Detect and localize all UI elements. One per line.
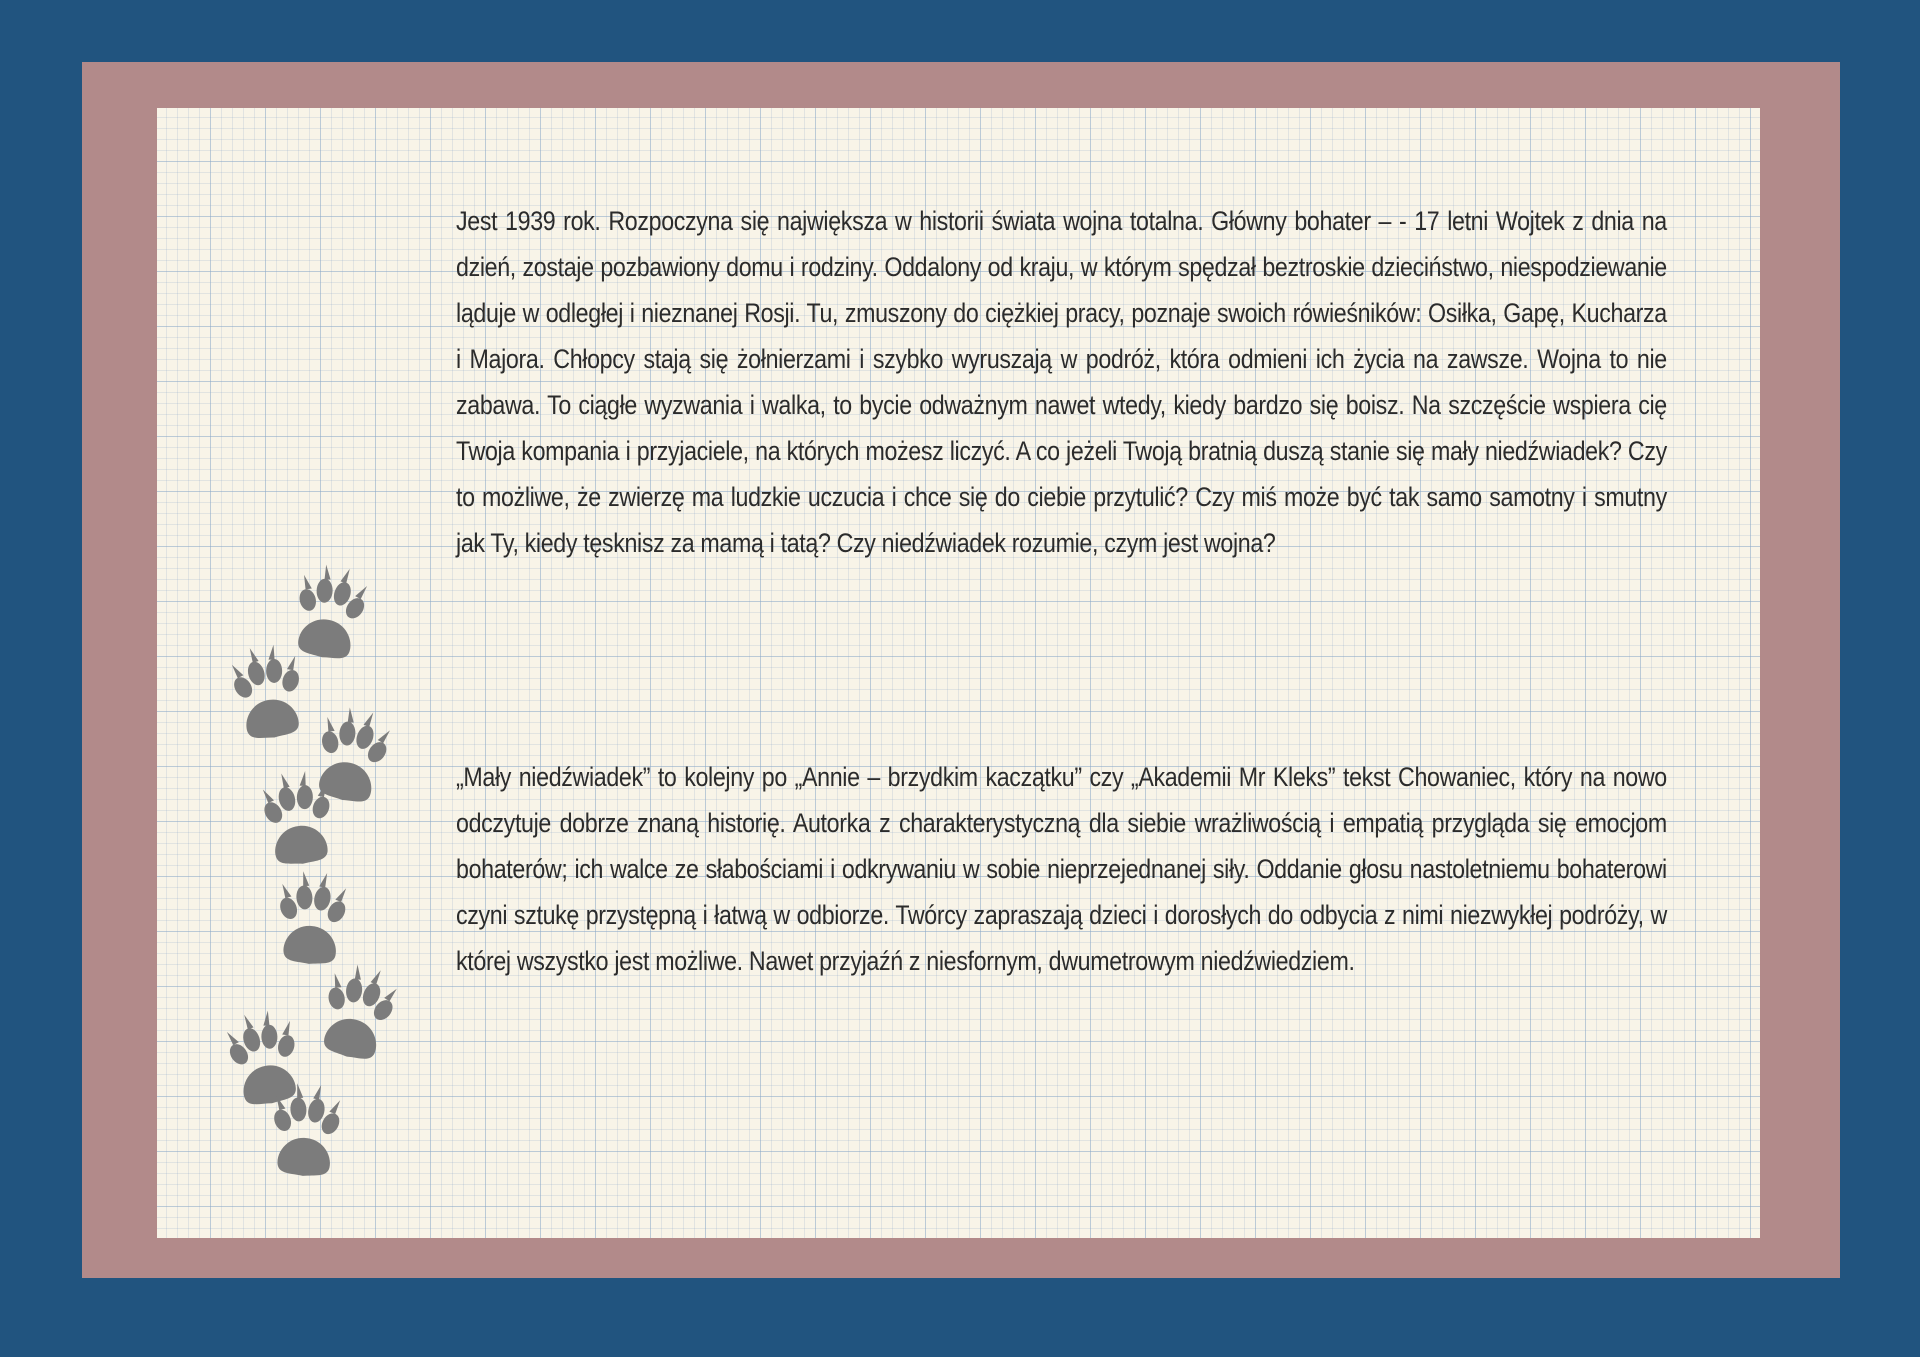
intro-paragraph: Jest 1939 rok. Rozpoczyna się największa w historii świata wojna totalna. Główny bohater – - 17 letni Wojtek z dnia na dzień, zostaje pozbawiony domu i rodziny. Oddalony od kraju, w którym spędzał beztroskie dzieciństwo, niespodziewanie ląduje w odległej i nieznanej Rosji. Tu, zmuszony do ciężkiej pracy, poznaje swoich rówieśników: Osiłka, Gapę, Kucharza i Majora. Chłopcy stają się żołnierzami i szybko wyruszają w podróż, która odmieni ich życia na zawsze. Wojna to nie zabawa. To ciągłe wyzwania i walka, to bycie odważnym nawet wtedy, kiedy bardzo się boisz. Na szczęście wspiera cię Twoja kompania i przyjaciele, na których możesz liczyć. A co jeżeli Twoją bratnią duszą stanie się mały niedźwiadek? Czy to możliwe, że zwierzę ma ludzkie uczucia i chce się do ciebie przytulić? Czy miś może być tak samo samotny i smutny jak Ty, kiedy tęsknisz za mamą i tatą? Czy niedźwiadek rozumie, czym jest wojna? — [456, 206, 1667, 558]
description-paragraph: „Mały niedźwiadek” to kolejny po „Annie – brzydkim kaczątku” czy „Akademii Mr Kleks” tekst Chowaniec, który na nowo odczytuje dobrze znaną historię. Autorka z charakterystyczną dla siebie wrażliwością i empatią przygląda się emocjom bohaterów; ich walce ze słabościami i odkrywaniu w sobie nieprzejednanej siły. Oddanie głosu nastoletniemu bohaterowi czyni sztukę przystępną i łatwą w odbiorze. Twórcy zapraszają dzieci i dorosłych do odbycia z nimi niezwykłej podróży, w której wszystko jest możliwe. Nawet przyjaźń z niesfornym, dwumetrowym niedźwiedziem. — [456, 762, 1667, 976]
